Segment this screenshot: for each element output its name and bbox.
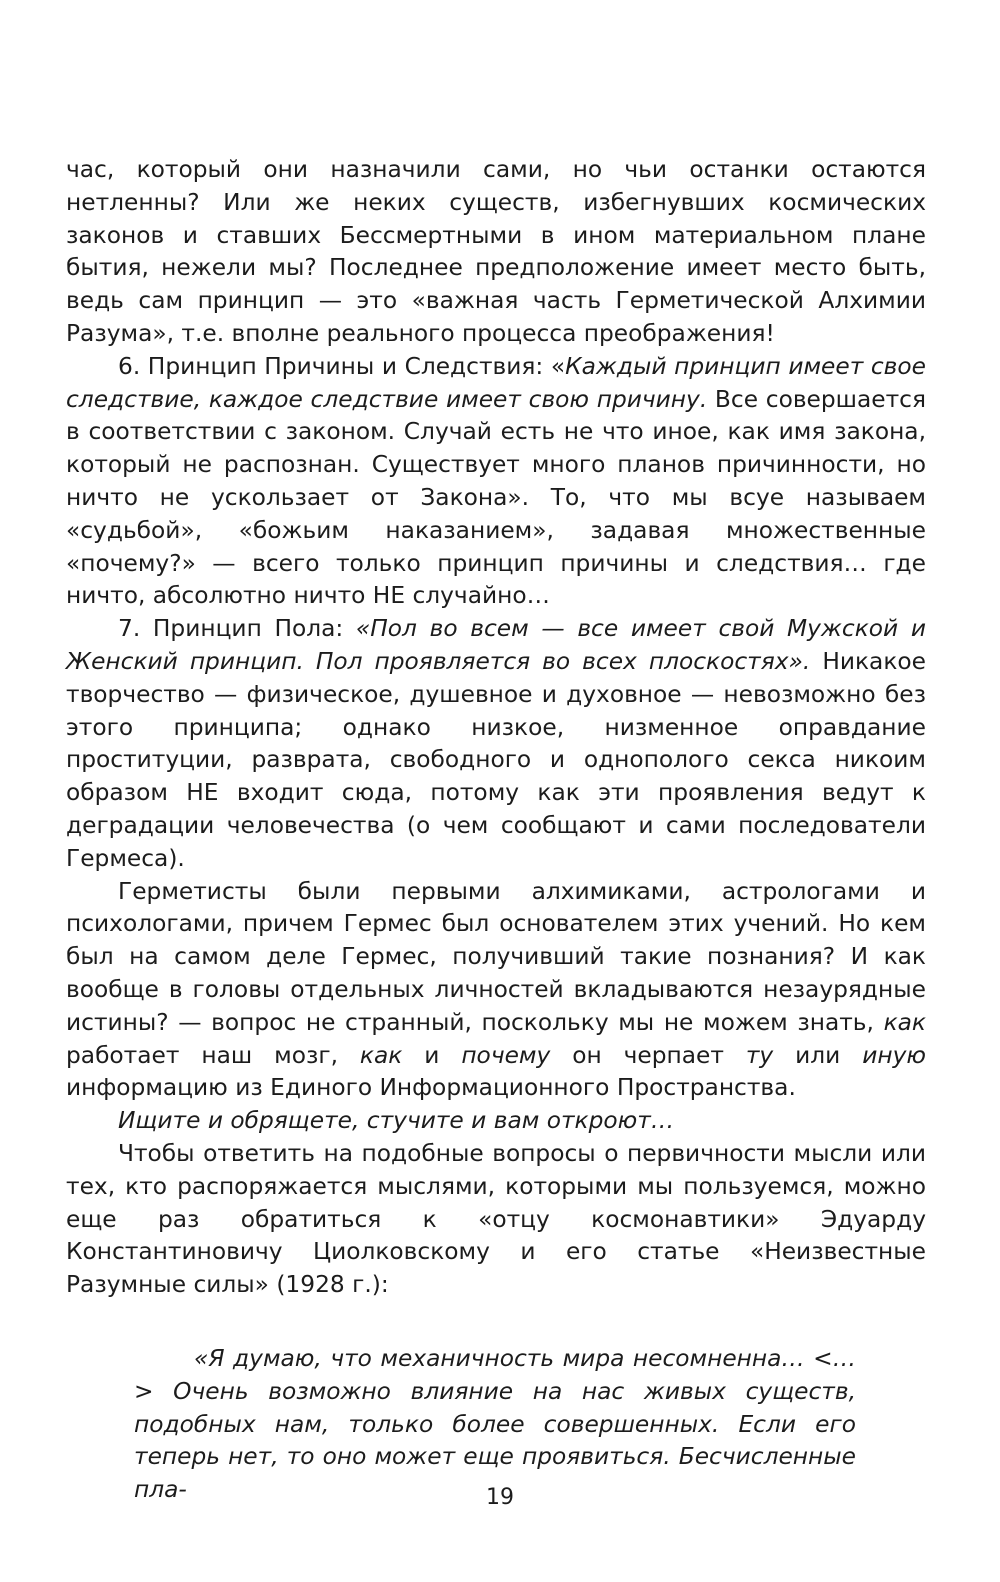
principle-7-text: Никакое творчество — физическое, душевное и духовное — невозможно без этого принципа; однако низкое, низменное оправдание проституции, разврата, свободного и однополого секса никоим образом НЕ входит сюда, потому как эти проявления ведут к деградации человечества (о чем сообщают и сами последователи Гермеса). (66, 647, 926, 872)
hermetists-text-c: работает наш мозг, (66, 1041, 360, 1069)
paragraph-seek-and-find (66, 1105, 926, 1138)
emphasis-kak-1: как (883, 1008, 926, 1036)
hermetists-text-a: Герметисты были первыми алхимиками, астрологами и психологами, причем Гермес был основателем этих учений. Но кем был на самом деле Гермес, получивший такие познания? И как вообще в головы отдельных личностей вкладываются незаурядные истины? — вопрос не странный, поскольку мы не можем знать, (66, 877, 926, 1036)
seek-quote: Ищите и обрящете, стучите и вам откроют… (118, 1107, 675, 1135)
body-text (66, 154, 926, 1302)
paragraph-1: час, который они назначили сами, но чьи останки остаются нетленны? Или же неких существ, избегнувших космических законов и ставших Бессмертными в ином материальном плане бытия, нежели мы? Последнее предположение имеет место быть, ведь сам принцип — это «важная часть Герметической Алхимии Разума», т.е. вполне реального процесса преображения! (66, 156, 926, 347)
hermetists-text-e: и (402, 1041, 462, 1069)
emphasis-tu: ту (745, 1041, 774, 1069)
principle-6-text: Все совершается в соответствии с законом. Случай есть не что иное, как имя закона, который не распознан. Существует много планов причинности, но ничто не ускользает от Закона». То, что мы всуе называем «судьбой», «божьим наказанием», задавая множественные «почему?» — всего только принцип причины и следствия… где ничто, абсолютно ничто НЕ случайно… (66, 385, 926, 610)
emphasis-kak-2: как (359, 1041, 403, 1069)
paragraph-principle-7 (66, 613, 926, 875)
block-quote (134, 1343, 856, 1507)
quote-text: «Я думаю, что механичность мира несомненна… <…> Очень возможно влияние на нас живых существ, подобных нам, только более совершенных. Если его теперь нет, то оно может еще проявиться. Бесчисленные пла- (134, 1345, 856, 1504)
hermetists-text-g: он черпает (550, 1041, 746, 1069)
principle-7-lead: 7. Принцип Пола: (118, 615, 356, 643)
principle-6-quote: Каждый принцип имеет свое следствие, каждое следствие имеет свою причину. (66, 352, 926, 413)
page-number: 19 (486, 1485, 514, 1510)
paragraph-principle-6 (66, 351, 926, 613)
principle-7-quote: «Пол во всем — все имеет свой Мужской и Женский принцип. Пол проявляется во всех плоскостях». (66, 615, 926, 675)
hermetists-text-i: или (773, 1041, 863, 1069)
paragraph-tsiolkovsky: Чтобы ответить на подобные вопросы о первичности мысли или тех, кто распоряжается мыслями, которыми мы пользуемся, можно еще раз обратиться к «отцу космонавтики» Эдуарду Константиновичу Циолковскому и его статье «Неизвестные Разумные силы» (1928 г.): (66, 1139, 926, 1299)
emphasis-pochemu: почему (461, 1041, 551, 1069)
principle-6-lead: 6. Принцип Причины и Следствия: « (118, 352, 566, 380)
hermetists-text-k: информацию из Единого Информационного Пространства. (66, 1074, 796, 1102)
paragraph-hermetists (66, 876, 926, 1106)
emphasis-inuyu: иную (862, 1041, 927, 1069)
